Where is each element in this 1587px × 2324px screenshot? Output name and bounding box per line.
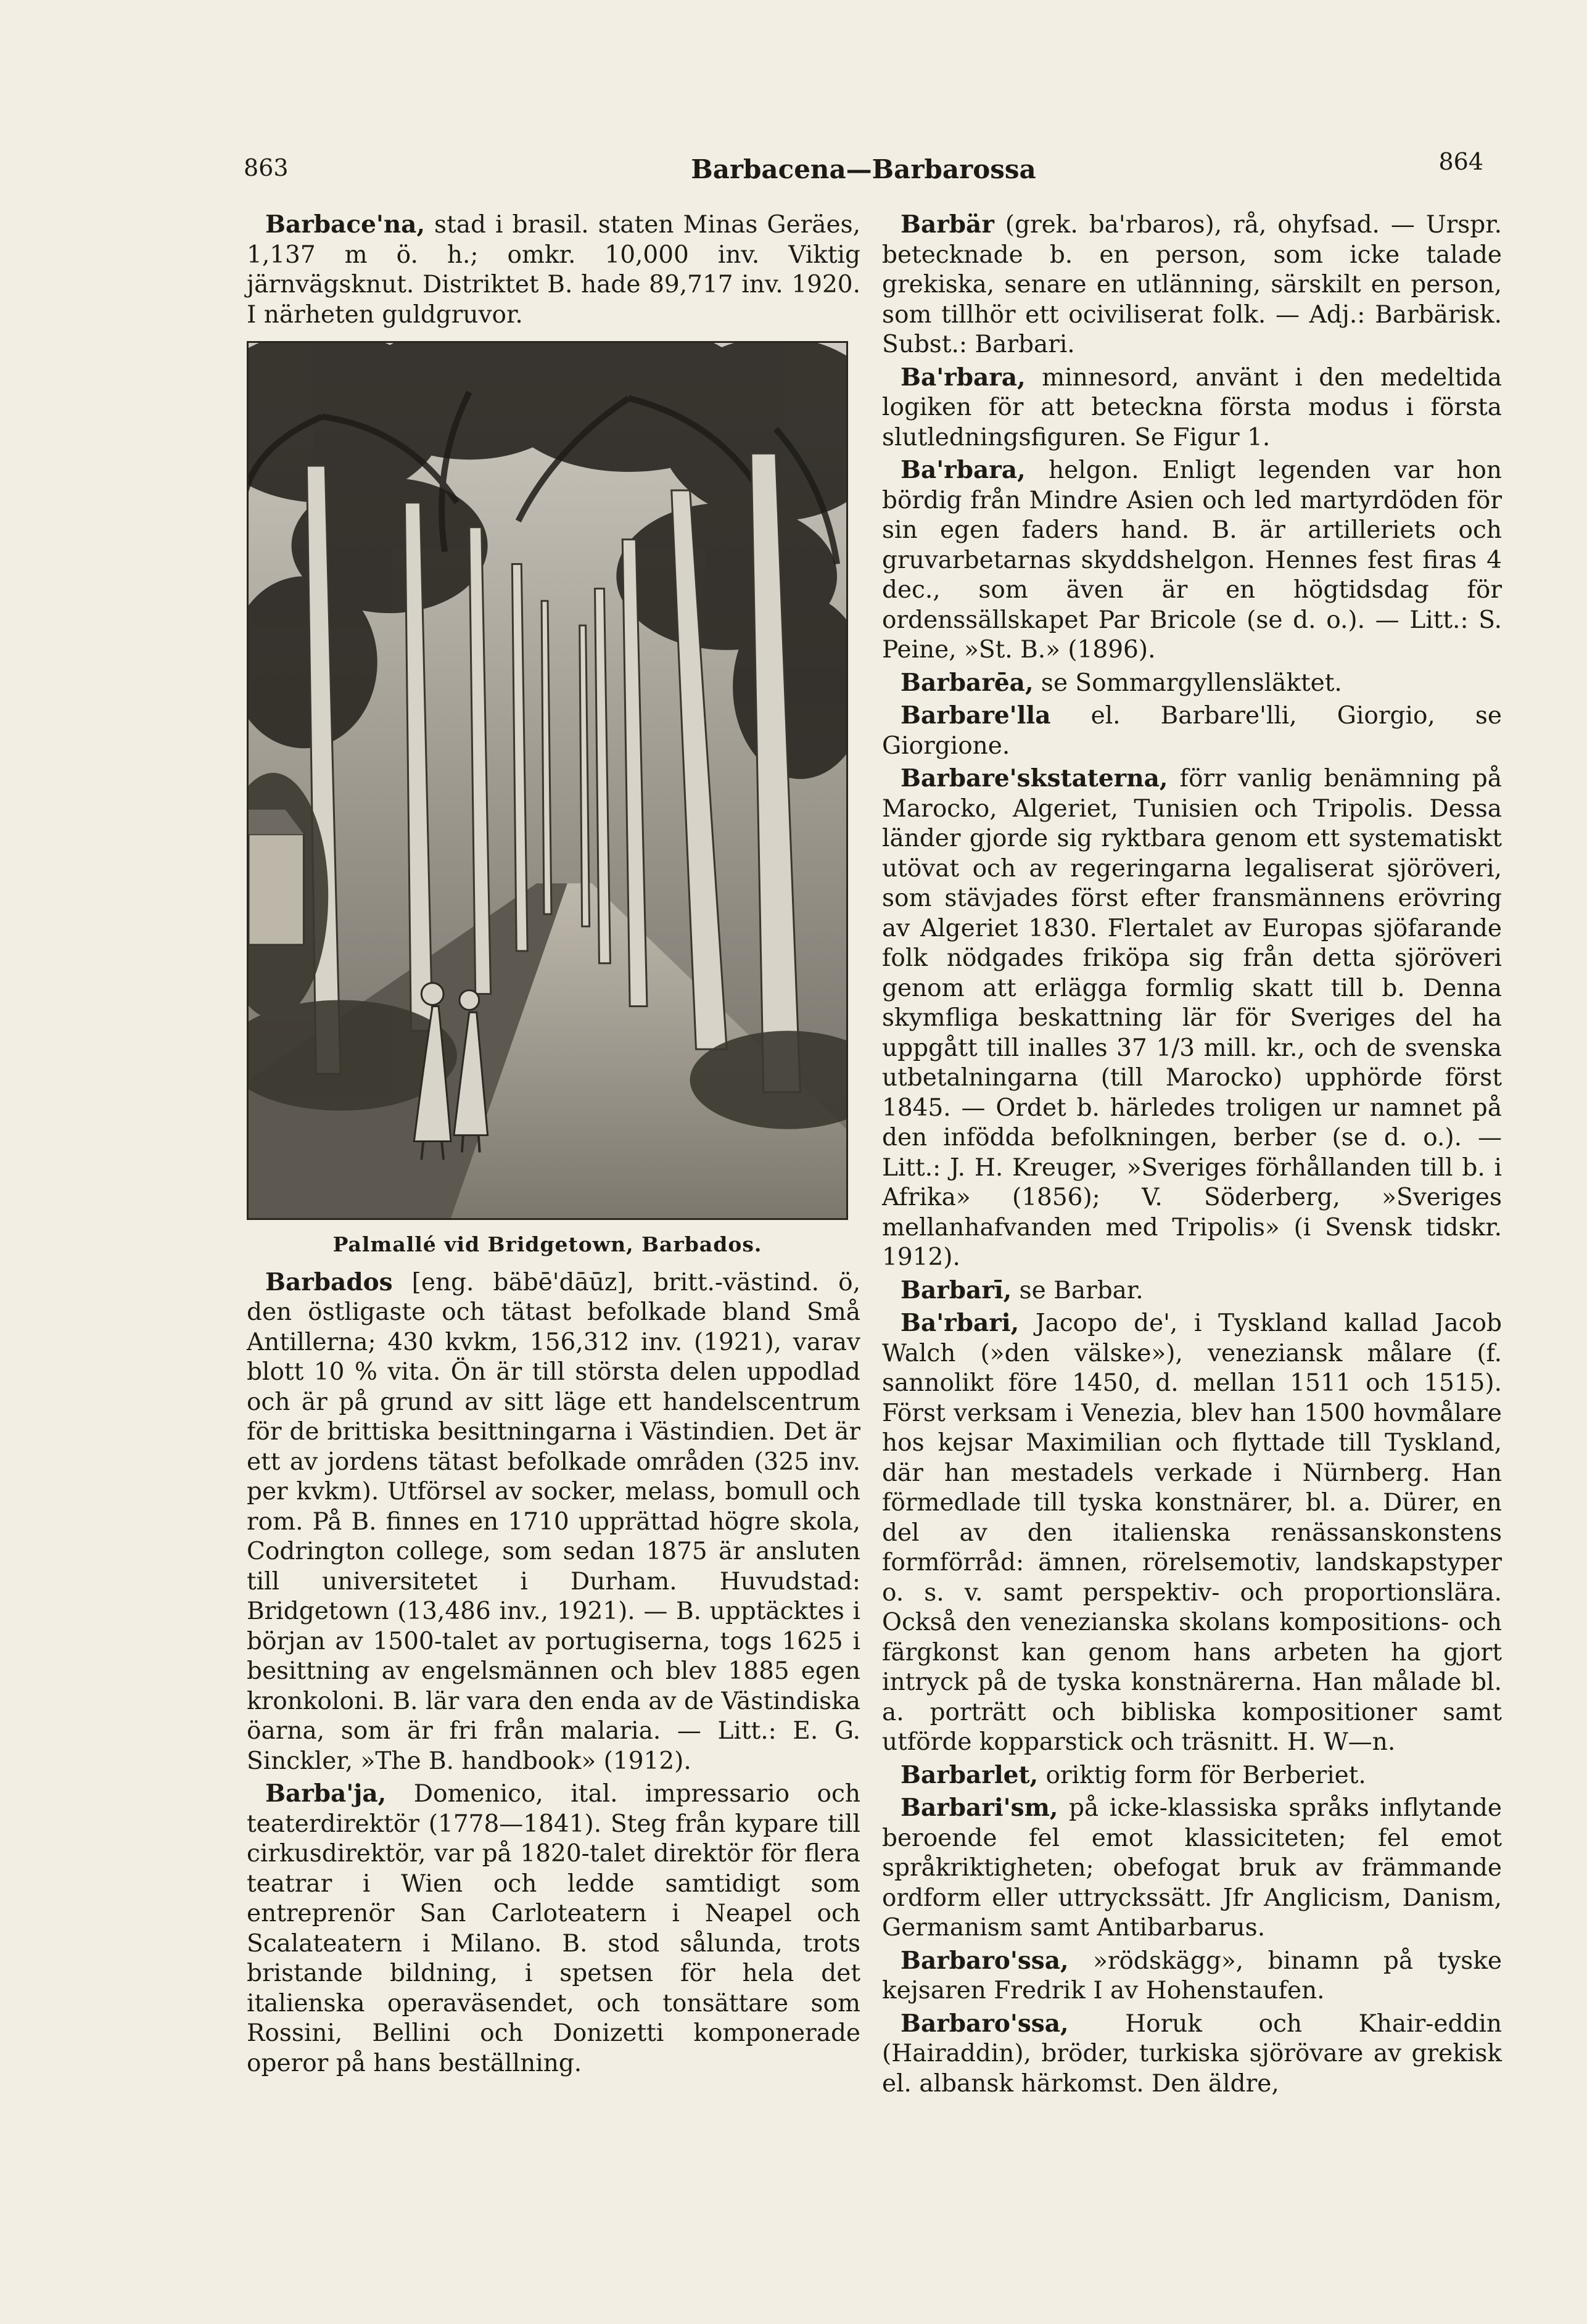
entry-headword: Ba'rbara, <box>901 456 1026 484</box>
palm-avenue-photo <box>247 341 848 1220</box>
entry-headword: Ba'rbari, <box>901 1309 1020 1337</box>
figure-palm-avenue <box>247 341 848 1260</box>
entry-barbados <box>247 1267 860 1777</box>
entry-text: helgon. Enligt legenden var hon bördig från Mindre Asien och led martyrdöden för sin egen faders hand. B. är artilleriets och gruvarbetarnas skyddshelgon. Hennes fest firas 4 dec., som även är en högtidsdag för ordenssällskapet Par Bricole (se d. o.). — Litt.: S. Peine, »St. B.» (1896). <box>882 456 1502 664</box>
entry-headword: Barbace'na, <box>265 210 426 239</box>
entry-headword: Barbarēa, <box>901 668 1034 697</box>
entry-text: se Barbar. <box>1012 1276 1144 1304</box>
entry-text: el. Barbare'lli, Giorgio, se Giorgione. <box>882 702 1502 760</box>
entry-text: minnesord, använt i den medeltida logiken för att beteckna första modus i första slutledningsfiguren. Se Figur 1. <box>882 363 1502 451</box>
page-number-right: 864 <box>1438 148 1483 175</box>
entry-text: [eng. bäbē'dāūz], britt.-västind. ö, den östligaste och tätast befolkade bland Små Antillerna; 430 kvkm, 156,312 inv. (1921), varav blott 10 % vita. Ön är till största delen uppodlad och är på grund av sitt läge ett handelscentrum för de brittiska besittningarna i Västindien. Det är ett av jordens tätast befolkade områden (325 inv. per kvkm). Utförsel av socker, melass, bomull och rom. På B. finnes en 1710 upprättad högre skola, Codrington college, som sedan 1875 är ansluten till universitetet i Durham. Huvudstad: Bridgetown (13,486 inv., 1921). — B. upptäcktes i början av 1500-talet av portugiserna, togs 1625 i besittning av engelsmännen och blev 1885 egen kronkoloni. B. lär vara den enda av de Västindiska öarna, som är fri från malaria. — Litt.: E. G. Sinckler, »The B. handbook» (1912). <box>247 1268 860 1775</box>
entry-barbara-mnemonic <box>882 363 1502 453</box>
entry-barbarlet <box>882 1760 1502 1791</box>
entry-text: Domenico, ital. impressario och teaterdirektör (1778—1841). Steg från kypare till cirkusdirektör, var på 1820-talet direktör för flera teatrar i Wien och ledde samtidigt som entreprenör San Carloteatern i Neapel och Scalateatern i Milano. B. stod sålunda, trots bristande bildning, i spetsen för hela det italienska operaväsendet, och tonsättare som Rossini, Bellini och Donizetti komponerade operor på hans beställning. <box>247 1780 860 2077</box>
entry-text: (grek. ba'rbaros), rå, ohyfsad. — Urspr. betecknade b. en person, som icke talade grekiska, senare en utlänning, särskilt en person, som tillhör ett ociviliserat folk. — Adj.: Barbärisk. Subst.: Barbari. <box>882 211 1502 358</box>
entry-barbarossa-brothers <box>882 2009 1502 2099</box>
entry-barbaja <box>247 1779 860 2079</box>
entry-headword: Ba'rbara, <box>901 363 1026 392</box>
page-number-left: 863 <box>244 154 289 181</box>
entry-headword: Barbados <box>265 1267 393 1296</box>
page-header <box>244 148 1483 191</box>
entry-barbarea <box>882 668 1502 699</box>
entry-barbari-jacopo <box>882 1308 1502 1758</box>
running-title: Barbacena—Barbarossa <box>691 154 1036 184</box>
entry-headword: Barbaro'ssa, <box>901 1946 1069 1975</box>
entry-text: Horuk och Khair-eddin (Hairaddin), bröder, turkiska sjörövare av grekisk el. albansk härkomst. Den äldre, <box>882 2009 1502 2098</box>
entry-headword: Barbär <box>901 210 994 239</box>
left-column <box>247 210 860 2081</box>
entry-text: »rödskägg», binamn på tyske kejsaren Fredrik I av Hohenstaufen. <box>882 1947 1502 2005</box>
entry-text: förr vanlig benämning på Marocko, Algeriet, Tunisien och Tripolis. Dessa länder gjorde sig ryktbara genom ett systematiskt utövat och av regeringarna legaliserat sjöröveri, som stävjades först efter fransmännens erövring av Algeriet 1830. Flertalet av Europas sjöfarande folk nödgades friköpa sig från detta sjöröveri genom att erlägga formlig skatt till b. Denna skymfliga beskattning lär för Sveriges del ha uppgått till inalles 37 1/3 mill. kr., och de svenska utbetalningarna (till Marocko) upphörde först 1845. — Ordet b. härledes troligen ur namnet på den infödda befolkningen, berber (se d. o.). — Litt.: J. H. Kreuger, »Sveriges förhållanden till b. i Afrika» (1856); V. Söderberg, »Sveriges mellanhafvanden med Tripolis» (i Svensk tidskr. 1912). <box>882 765 1502 1271</box>
entry-text: Jacopo de', i Tyskland kallad Jacob Walch (»den välske»), veneziansk målare (f. sannolikt före 1450, d. mellan 1511 och 1515). Först verksam i Venezia, blev han 1500 hovmålare hos kejsar Maximilian och flyttade till Tyskland, där han mestadels verkade i Nürnberg. Han förmedlade till tyska konstnärer, bl. a. Dürer, en del av den italienska renässanskonstens formförråd: ämnen, rörelsemotiv, landskapstyper o. s. v. samt perspektiv- och proportionslära. Också den venezianska skolans kompositions- och färgkonst kan genom hans arbeten ha gjort intryck på de tyska konstnärerna. Han målade bl. a. porträtt och bibliska kompositioner samt utförde kopparstick och träsnitt. H. W—n. <box>882 1309 1502 1756</box>
right-column <box>882 210 1502 2101</box>
entry-barbarossa-fredrik <box>882 1946 1502 2006</box>
entry-barbarella <box>882 701 1502 761</box>
entry-barbar <box>882 210 1502 360</box>
entry-barbareskstaterna <box>882 764 1502 1273</box>
entry-text: på icke-klassiska språks inflytande beroende fel emot klassiciteten; fel emot språkriktigheten; obefogat bruk av främmande ordform eller uttryckssätt. Jfr Anglicism, Danism, Germanism samt Antibarbarus. <box>882 1794 1502 1942</box>
entry-barbacena <box>247 210 860 330</box>
entry-text: oriktig form för Berberiet. <box>1038 1761 1366 1789</box>
entry-text: stad i brasil. staten Minas Geräes, 1,137 m ö. h.; omkr. 10,000 inv. Viktig järnvägsknut. Distriktet B. hade 89,717 inv. 1920. I närheten guldgruvor. <box>247 211 860 329</box>
entry-headword: Barbare'lla <box>901 701 1051 730</box>
entry-headword: Barbare'skstaterna, <box>901 764 1168 793</box>
entry-headword: Barbaro'ssa, <box>901 2009 1069 2038</box>
entry-headword: Barbarī, <box>901 1275 1012 1304</box>
figure-caption: Palmallé vid Bridgetown, Barbados. <box>332 1232 762 1256</box>
entry-headword: Barbari'sm, <box>901 1794 1058 1822</box>
entry-headword: Barba'ja, <box>265 1779 387 1808</box>
entry-headword: Barbarlet, <box>901 1760 1039 1789</box>
entry-text: se Sommargyllensläktet. <box>1033 669 1342 697</box>
entry-barbara-saint <box>882 455 1502 665</box>
entry-barbari-ref <box>882 1275 1502 1306</box>
entry-barbarism <box>882 1793 1502 1943</box>
